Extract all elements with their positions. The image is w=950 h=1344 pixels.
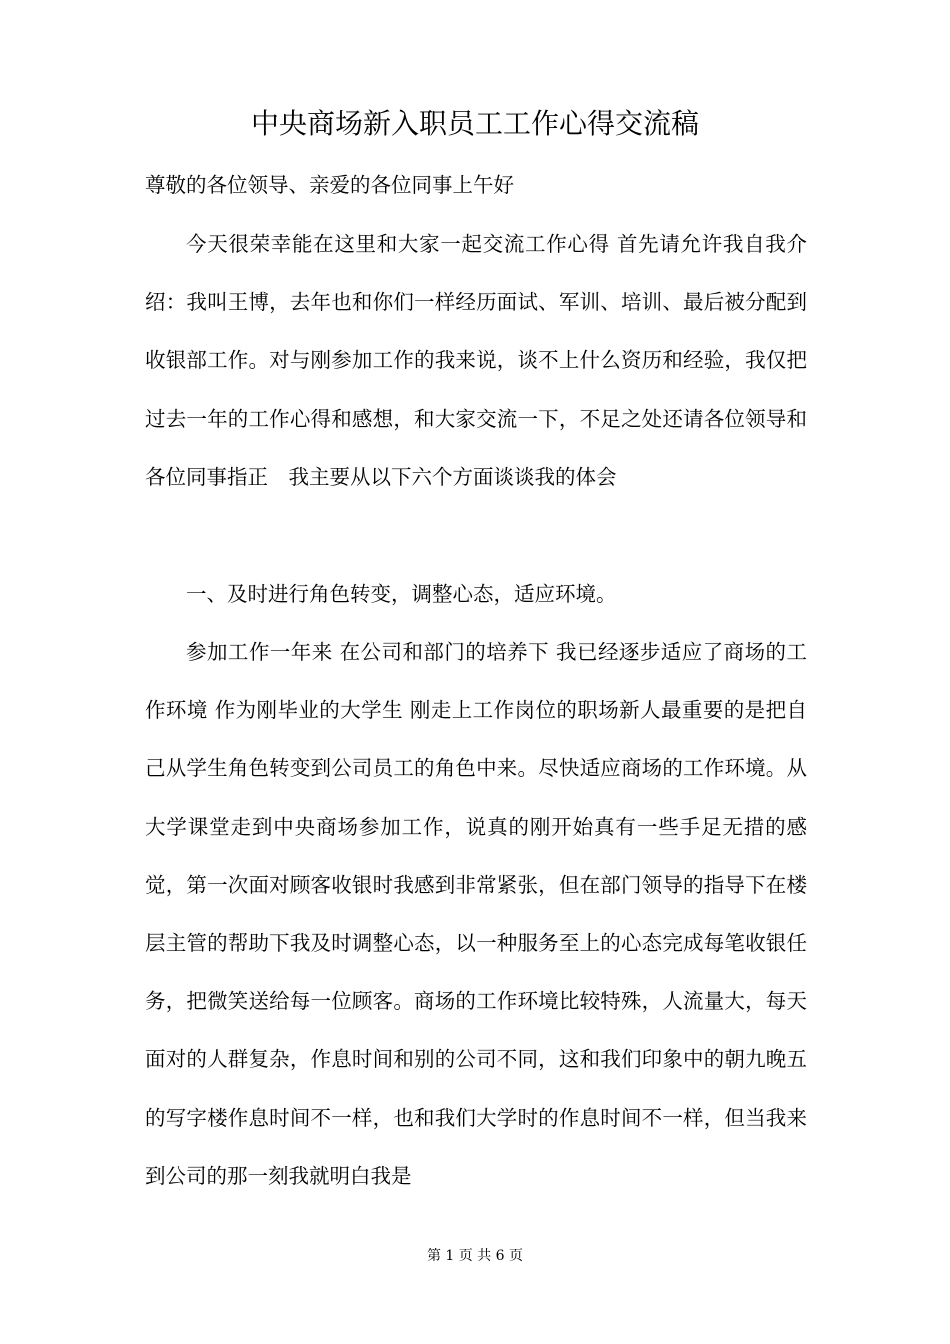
paragraph-introduction: 今天很荣幸能在这里和大家一起交流工作心得 首先请允许我自我介绍：我叫王博，去年也和你们一样经历面试、军训、培训、最后被分配到收银部工作。对与刚参加工作的我来说，谈不上什么资历和经验，我仅把过去一年的工作心得和感想，和大家交流一下，不足之处还请各位领导和各位同事指正 我主要从以下六个方面谈谈我的体会 [145,232,807,489]
page-number-footer: 第 1 页 共 6 页 [426,1248,524,1264]
document-title: 中央商场新入职员工工作心得交流稿 [250,107,699,140]
paragraph-section-1: 参加工作一年来 在公司和部门的培养下 我已经逐步适应了商场的工作环境 作为刚毕业的大学生 刚走上工作岗位的职场新人最重要的是把自己从学生角色转变到公司员工的角色中来。尽快适应商场的工作环境。从大学课堂走到中央商场参加工作，说真的刚开始真有一些手足无措的感觉，第一次面对顾客收银时我感到非常紧张，但在部门领导的指导下在楼层主管的帮助下我及时调整心态，以一种服务至上的心态完成每笔收银任务，把微笑送给每一位顾客。商场的工作环境比较特殊，人流量大，每天面对的人群复杂，作息时间和别的公司不同，这和我们印象中的朝九晚五的写字楼作息时间不一样，也和我们大学时的作息时间不一样，但当我来到公司的那一刻我就明白我是 [145,640,807,1188]
section-heading-1: 一、及时进行角色转变，调整心态，适应环境。 [186,582,617,606]
greeting-line: 尊敬的各位领导、亲爱的各位同事上午好 [145,173,514,197]
